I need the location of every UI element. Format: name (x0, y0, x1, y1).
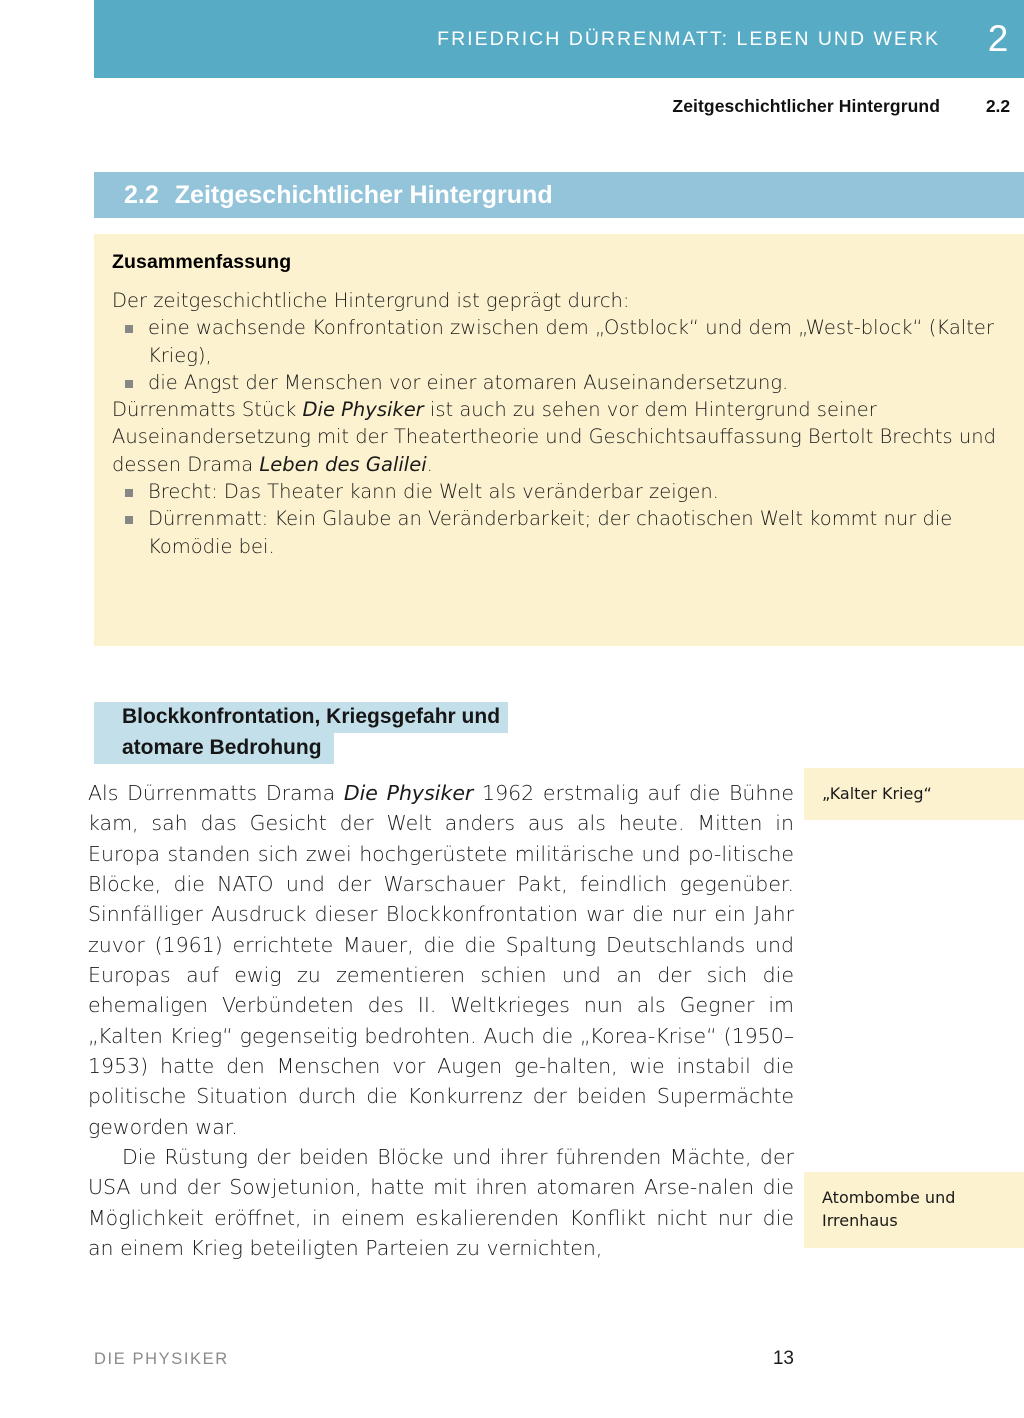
list-item-text: Brecht: Das Theater kann die Welt als veränderbar zeigen. (148, 480, 719, 504)
chapter-title: FRIEDRICH DÜRRENMATT: LEBEN UND WERK (437, 27, 940, 50)
body-paragraph-1-part1: Als Dürrenmatts Drama (88, 781, 344, 805)
subsection-heading-line-1 (94, 702, 654, 733)
body-paragraph-2: Die Rüstung der beiden Blöcke und ihrer führenden Mächte, der USA und der Sowjetunion, hatte mit ihren atomaren Arse-nalen die Möglichkeit eröffnet, in einem eskalierenden Konflikt nicht nur die an einem Krieg beteiligten Parteien zu vernichten, (88, 1144, 794, 1260)
work-title-die-physiker-body: Die Physiker (343, 781, 474, 805)
work-title-die-physiker: Die Physiker (302, 398, 424, 422)
page-footer (94, 1348, 794, 1370)
square-bullet-icon (125, 380, 133, 388)
running-head-section-number: 2.2 (985, 96, 1011, 116)
subsection-heading-line-2 (94, 733, 654, 764)
footer-page-number: 13 (772, 1348, 794, 1369)
body-paragraph-1-part2: 1962 erstmalig auf die Bühne kam, sah das Gesicht der Welt anders aus als heute. Mitten in Europa standen sich zwei hochgerüstete militärische und po-litische Blöcke, die NATO und der Warschauer Pakt, feindlich gegenüber. Sinnfälliger Ausdruck dieser Blockkonfrontation war die nur ein Jahr zuvor (1961) errichtete Mauer, die die Spaltung Deutschlands und Europas auf ewig zu zementieren schien und an der sich die ehemaligen Verbündeten des II. Weltkrieges nun als Gegner im „Kalten Krieg“ gegenseitig bedrohten. Auch die „Korea-Krise“ (1950–1953) hatte den Menschen vor Augen ge-halten, wie instabil die politische Situation durch die Konkurrenz der beiden Supermächte geworden war. (88, 781, 794, 1139)
running-head-title: Zeitgeschichtlicher Hintergrund (672, 96, 940, 116)
summary-middle-part3: . (426, 452, 433, 476)
chapter-number: 2 (987, 17, 1009, 59)
summary-middle-part1: Dürrenmatts Stück (112, 398, 303, 422)
margin-note-text: Atombombe und Irrenhaus (822, 1188, 956, 1231)
section-number: 2.2 (124, 180, 159, 209)
section-heading-bar (94, 172, 1024, 218)
summary-intro: Der zeitgeschichtliche Hintergrund ist geprägt durch: (112, 289, 630, 312)
work-title-leben-des-galilei: Leben des Galilei (259, 452, 427, 476)
summary-heading: Zusammenfassung (112, 251, 292, 273)
list-item (112, 369, 998, 396)
running-head (94, 96, 1024, 117)
summary-bullet-list-2 (112, 478, 998, 560)
subsection-heading-line-1-text: Blockkonfrontation, Kriegsgefahr und (94, 702, 508, 733)
summary-middle-paragraph (112, 396, 998, 478)
margin-note-atombombe-und-irrenhaus (804, 1172, 1024, 1248)
summary-bullet-list-1 (112, 314, 998, 396)
list-item-text: Dürrenmatt: Kein Glaube an Veränderbarkeit; der chaotischen Welt kommt nur die Komödie bei. (148, 507, 953, 558)
summary-box (94, 234, 1024, 646)
chapter-header-bar (94, 0, 1024, 78)
list-item (112, 314, 998, 369)
square-bullet-icon (125, 516, 133, 524)
subsection-heading (94, 702, 654, 764)
chapter-header-content (94, 0, 1024, 78)
body-text-column (88, 778, 794, 1263)
margin-note-kalter-krieg (804, 768, 1024, 820)
margin-note-text: „Kalter Krieg“ (822, 784, 932, 804)
list-item (112, 505, 998, 560)
body-paragraph-1 (88, 778, 794, 1142)
summary-middle-part2: ist auch zu sehen vor dem Hintergrund seiner Auseinandersetzung mit der Theatertheorie und Geschichtsauffassung Bertolt Brechts und dessen Drama (112, 398, 997, 476)
list-item-text: eine wachsende Konfrontation zwischen dem „Ostblock“ und dem „West-block“ (Kalter Krieg), (148, 316, 994, 367)
footer-book-title: DIE PHYSIKER (94, 1350, 229, 1368)
list-item (112, 478, 998, 505)
square-bullet-icon (125, 489, 133, 497)
section-title: Zeitgeschichtlicher Hintergrund (174, 180, 553, 209)
square-bullet-icon (125, 325, 133, 333)
subsection-heading-line-2-text: atomare Bedrohung (94, 733, 334, 764)
list-item-text: die Angst der Menschen vor einer atomaren Auseinandersetzung. (148, 370, 789, 394)
